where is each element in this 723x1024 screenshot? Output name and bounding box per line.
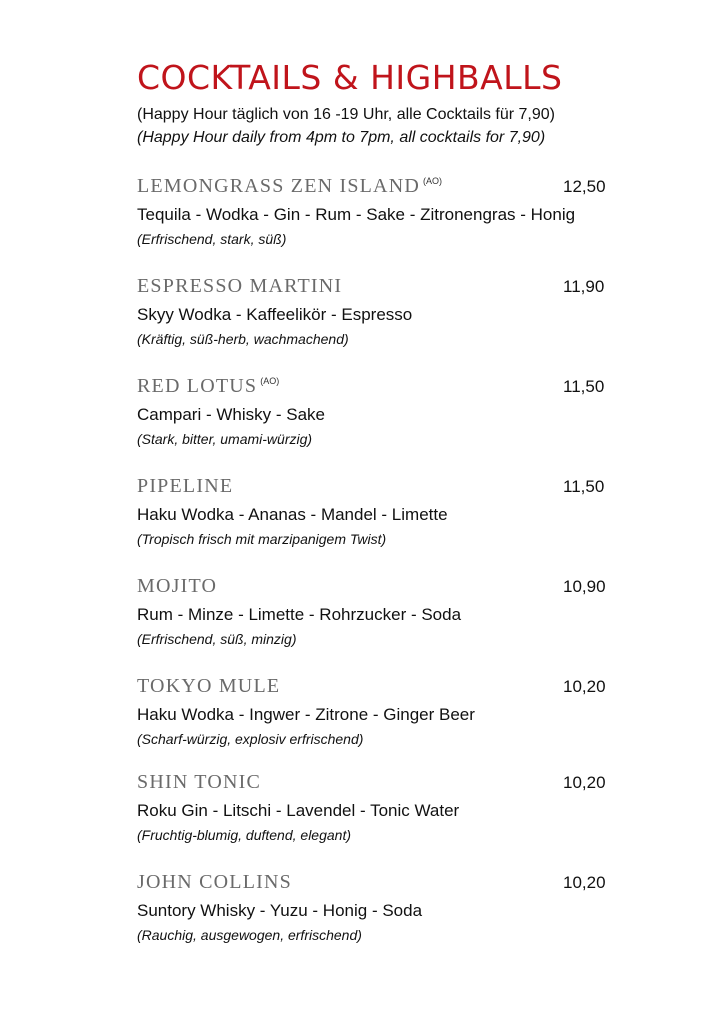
cocktail-description: (Tropisch frisch mit marzipanigem Twist) <box>137 531 387 547</box>
cocktail-description: (Kräftig, süß-herb, wachmachend) <box>137 331 349 347</box>
cocktail-name-text: PIPELINE <box>137 475 234 497</box>
cocktail-name-row <box>137 573 617 599</box>
cocktail-name <box>137 175 442 198</box>
cocktail-description: (Stark, bitter, umami-würzig) <box>137 431 313 447</box>
cocktail-ingredients: Haku Wodka - Ananas - Mandel - Limette <box>137 505 448 524</box>
cocktail-name-row <box>137 673 617 699</box>
cocktail-name <box>137 475 233 498</box>
happy-hour-note-de: (Happy Hour täglich von 16 -19 Uhr, alle Cocktails für 7,90) <box>137 106 555 123</box>
cocktail-name-text: JOHN COLLINS <box>137 871 292 893</box>
cocktail-price: 12,50 <box>563 177 606 196</box>
cocktail-description: (Fruchtig-blumig, duftend, elegant) <box>137 827 351 843</box>
cocktail-price: 10,20 <box>563 873 606 892</box>
cocktail-name-row <box>137 869 617 895</box>
cocktail-name-text: SHIN TONIC <box>137 771 262 793</box>
cocktail-item <box>137 869 617 949</box>
cocktail-item <box>137 373 617 453</box>
cocktail-name <box>137 375 279 398</box>
cocktail-ingredients: Haku Wodka - Ingwer - Zitrone - Ginger Beer <box>137 705 475 724</box>
cocktail-name <box>137 871 292 894</box>
allergen-note: (AO) <box>260 376 280 387</box>
cocktail-item <box>137 673 617 753</box>
cocktail-description: (Scharf-würzig, explosiv erfrischend) <box>137 731 364 747</box>
cocktail-price: 10,20 <box>563 773 606 792</box>
cocktail-name-row <box>137 769 617 795</box>
cocktail-ingredients: Campari - Whisky - Sake <box>137 405 325 424</box>
cocktail-name-row <box>137 273 617 299</box>
page-title: COCKTAILS & HIGHBALLS <box>137 58 563 97</box>
cocktail-description: (Erfrischend, stark, süß) <box>137 231 287 247</box>
cocktail-price: 11,50 <box>563 377 605 396</box>
cocktail-item <box>137 473 617 553</box>
cocktail-name <box>137 771 261 794</box>
cocktail-price: 11,50 <box>563 477 605 496</box>
cocktail-ingredients: Tequila - Wodka - Gin - Rum - Sake - Zitronengras - Honig <box>137 205 576 224</box>
cocktail-ingredients: Roku Gin - Litschi - Lavendel - Tonic Water <box>137 801 460 820</box>
allergen-note: (AO) <box>422 176 442 187</box>
cocktail-name-text: MOJITO <box>137 575 218 597</box>
cocktail-description: (Erfrischend, süß, minzig) <box>137 631 297 647</box>
cocktail-name-row <box>137 473 617 499</box>
cocktail-price: 11,90 <box>563 277 605 296</box>
cocktail-price: 10,20 <box>563 677 606 696</box>
cocktail-name-text: ESPRESSO MARTINI <box>137 275 343 297</box>
cocktail-description: (Rauchig, ausgewogen, erfrischend) <box>137 927 362 943</box>
cocktail-ingredients: Suntory Whisky - Yuzu - Honig - Soda <box>137 901 423 920</box>
cocktail-price: 10,90 <box>563 577 606 596</box>
cocktail-ingredients: Rum - Minze - Limette - Rohrzucker - Soda <box>137 605 462 624</box>
happy-hour-note-en: (Happy Hour daily from 4pm to 7pm, all cocktails for 7,90) <box>137 129 546 146</box>
cocktail-name <box>137 575 217 598</box>
cocktail-name-text: LEMONGRASS ZEN ISLAND <box>137 175 420 197</box>
cocktail-name-text: RED LOTUS <box>137 375 258 397</box>
cocktail-item <box>137 173 617 253</box>
cocktail-item <box>137 273 617 353</box>
cocktail-item <box>137 573 617 653</box>
cocktail-ingredients: Skyy Wodka - Kaffeelikör - Espresso <box>137 305 413 324</box>
cocktail-name-row <box>137 373 617 399</box>
cocktail-item <box>137 769 617 849</box>
cocktail-name <box>137 275 342 298</box>
cocktail-name-text: TOKYO MULE <box>137 675 281 697</box>
cocktail-name <box>137 675 280 698</box>
cocktail-name-row <box>137 173 617 199</box>
